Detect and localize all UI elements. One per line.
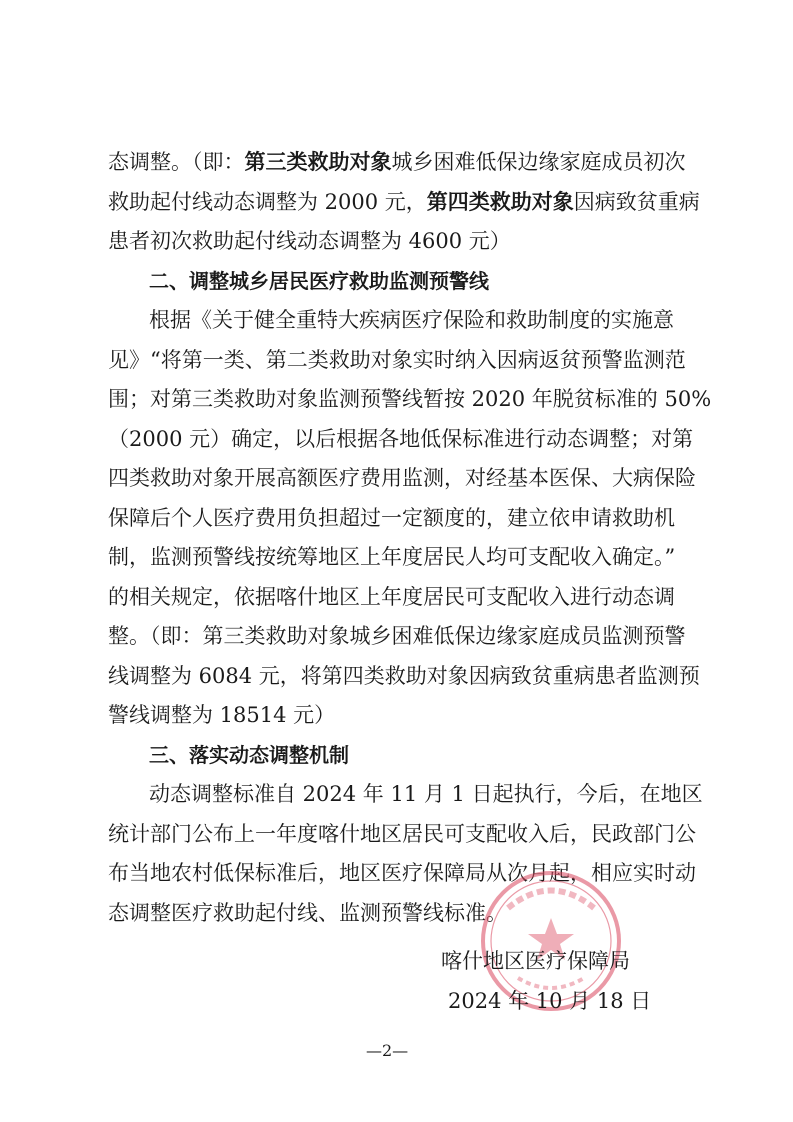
text-run: 态调整。（即：: [108, 150, 245, 174]
text-run: 动态调整标准自 2024 年 11 月 1 日起执行，今后，在地区: [149, 782, 703, 806]
body-line: [108, 582, 675, 612]
text-run: 见》“将第一类、第二类救助对象实时纳入因病返贫预警监测范: [108, 347, 686, 372]
text-run: 制，监测预警线按统筹地区上年度居民人均可支配收入确定。”: [108, 545, 676, 569]
bold-term: 第四类救助对象: [426, 189, 574, 214]
body-line: [108, 503, 675, 533]
text-run: 线调整为 6084 元，将第四类救助对象因病致贫重病患者监测预: [108, 663, 700, 688]
text-run: 四类救助对象开展高额医疗费用监测，对经基本医保、大病保险: [108, 466, 696, 490]
body-line: [108, 542, 675, 572]
body-line: [108, 700, 335, 730]
text-run: 围；对第三类救助对象监测预警线暂按 2020 年脱贫标准的 50%: [108, 387, 712, 411]
text-run: 根据《关于健全重特大疾病医疗保险和救助制度的实施意: [149, 308, 674, 332]
text-run: 布当地农村低保标准后，地区医疗保障局从次月起，相应实时动: [108, 861, 696, 885]
body-line: [108, 187, 700, 217]
text-run: 救助起付线动态调整为 2000 元，: [108, 189, 427, 214]
page-number: —2—: [366, 1041, 409, 1060]
section-heading: [149, 740, 349, 770]
bold-term: 第三类救助对象: [244, 150, 392, 174]
text-run: 城乡困难低保边缘家庭成员初次: [391, 150, 686, 174]
text-run: 警线调整为 18514 元）: [108, 703, 336, 727]
text-run: 因病致贫重病: [573, 189, 700, 214]
body-line: [108, 463, 696, 493]
body-line: [108, 424, 693, 454]
text-run: 态调整医疗救助起付线、监测预警线标准。: [108, 900, 507, 925]
body-line: [149, 305, 674, 335]
body-line: [108, 819, 696, 849]
body-line: [149, 779, 703, 809]
body-line: [108, 384, 711, 414]
text-run: 三、落实动态调整机制: [149, 742, 349, 767]
body-line: [108, 661, 700, 691]
section-heading: [149, 266, 489, 296]
body-line: [108, 345, 686, 375]
body-line: [108, 898, 507, 928]
text-run: （2000 元）确定，以后根据各地低保标准进行动态调整；对第: [108, 426, 694, 451]
text-run: 患者初次救助起付线动态调整为 4600 元）: [108, 229, 511, 253]
text-run: 二、调整城乡居民医疗救助监测预警线: [149, 268, 489, 293]
signature-date: 2024 年 10 月 18 日: [448, 989, 652, 1013]
body-line: [108, 226, 511, 256]
signature-organization: 喀什地区医疗保障局: [441, 949, 630, 973]
body-line: [108, 147, 686, 177]
text-run: 整。（即：第三类救助对象城乡困难低保边缘家庭成员监测预警: [108, 624, 686, 648]
body-line: [108, 621, 686, 651]
text-run: 的相关规定，依据喀什地区上年度居民可支配收入进行动态调: [108, 584, 675, 609]
text-run: 统计部门公布上一年度喀什地区居民可支配收入后，民政部门公: [108, 821, 696, 846]
text-run: 保障后个人医疗费用负担超过一定额度的，建立依申请救助机: [108, 505, 675, 530]
